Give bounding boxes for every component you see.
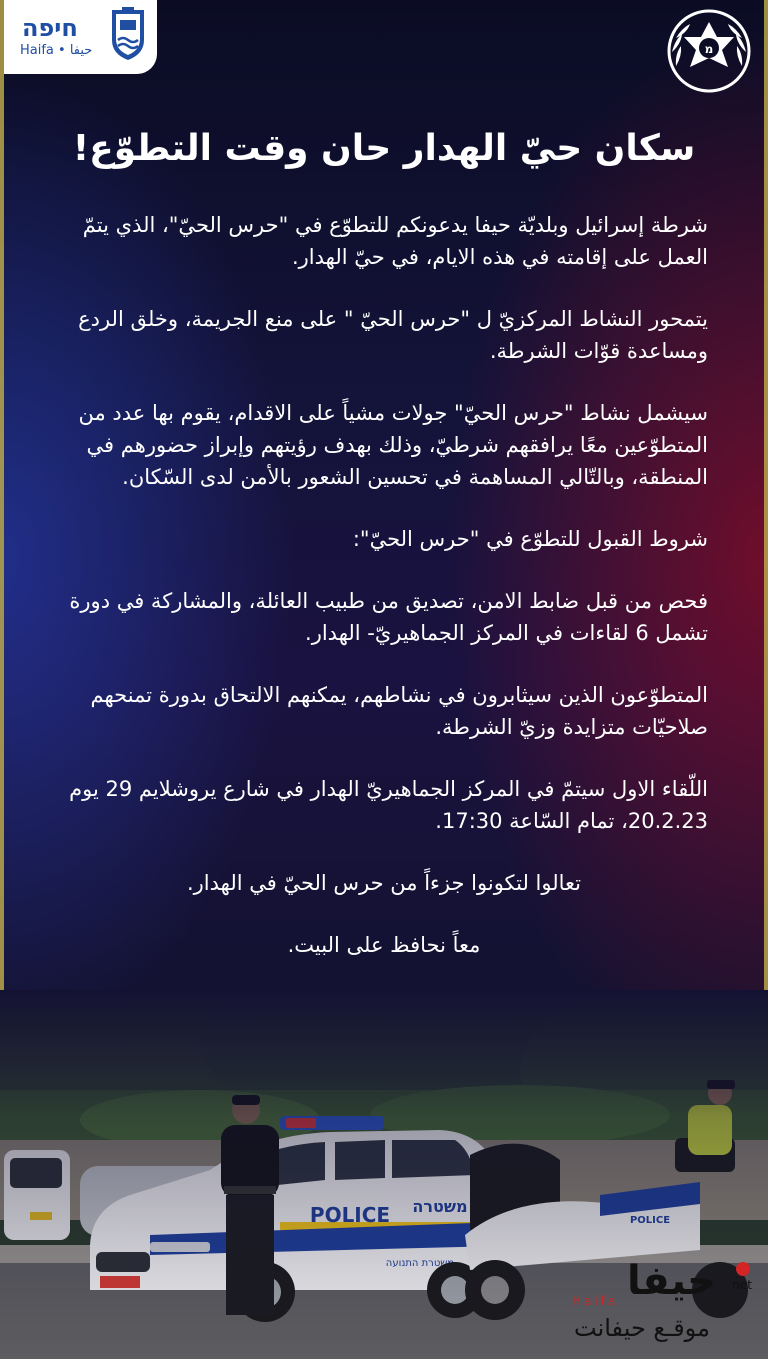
watermark-red-dot — [736, 1262, 750, 1276]
israel-police-emblem-icon — [662, 8, 756, 94]
paragraph-slogan: معاً نحافظ على البيت. — [287, 933, 481, 957]
announcement-content — [40, 120, 728, 991]
paragraph-conditions: فحص من قبل ضابط الامن، تصديق من طبيب العائلة، والمشاركة في دورة تشمل 6 لقاءات في المركز الجماهيريّ- الهدار. — [69, 589, 708, 645]
paragraph-central-activity: يتمحور النشاط المركزيّ ل "حرس الحيّ " على منع الجريمة، وخلق الردع ومساعدة قوّات الشرطة. — [78, 307, 708, 363]
watermark-net: net — [732, 1278, 752, 1292]
haifa-logo-subtitle: Haifa • حيفا — [20, 43, 93, 58]
watermark-latin: Haifa — [572, 1294, 619, 1308]
haifa-logo — [4, 0, 157, 74]
watermark-site-name: موقـع حيفانت — [574, 1314, 710, 1342]
haifa-logo-text: חיפה — [22, 14, 78, 42]
page-title: سكان حيّ الهدار حان وقت التطوّع! — [72, 128, 696, 169]
paragraph-invitation: شرطة إسرائيل وبلديّة حيفا يدعونكم للتطوّع في "حرس الحيّ"، الذي يتمّ العمل على إقامته في هذه الايام، في حيّ الهدار. — [82, 213, 708, 269]
paragraph-call-to-action: تعالوا لتكونوا جزءاً من حرس الحيّ في الهدار. — [186, 871, 582, 895]
paragraph-patrols: سيشمل نشاط "حرس الحيّ" جولات مشياً على الاقدام، يقوم بها عدد من المتطوّعين معًا يرافقهم شرطيّ، وذلك بهدف رؤيتهم وإبراز حضورهم في المنطقة، وبالتّالي المساهمة في تحسين الشعور بالأمن لدى السّكان. — [78, 401, 708, 489]
paragraph-conditions-heading: شروط القبول للتطوّع في "حرس الحيّ": — [352, 527, 708, 551]
paragraph-first-meeting: اللّقاء الاول سيتمّ في المركز الجماهيريّ الهدار في شارع يروشلايم 29 يوم 20.2.23، تمام السّاعة 17:30. — [69, 777, 708, 833]
svg-text:מ: מ — [704, 42, 714, 56]
haifa-emblem-icon — [108, 6, 148, 62]
watermark-logo-word: حيفا — [627, 1258, 716, 1304]
haifanet-watermark — [572, 1258, 762, 1354]
paragraph-advanced-course: المتطوّعون الذين سيثابرون في نشاطهم، يمكنهم الالتحاق بدورة تمنحهم صلاحيّات متزايدة وزيّ الشرطة. — [90, 683, 708, 739]
